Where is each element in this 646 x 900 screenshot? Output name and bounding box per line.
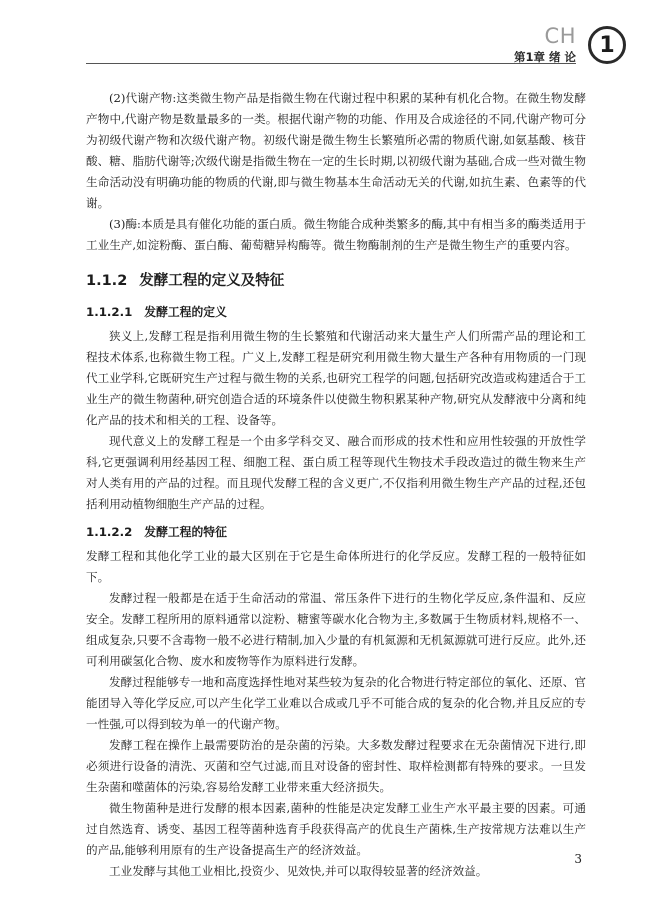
chapter-title: 第1章 绪 论 [513, 50, 576, 64]
section-title: 发酵工程的定义及特征 [139, 273, 285, 289]
page-number: 3 [574, 852, 582, 866]
section-number: 1.1.2 [86, 273, 128, 289]
chapter-number-badge: 1 [588, 26, 626, 64]
paragraph-definition-narrow-broad: 狭义上,发酵工程是指利用微生物的生长繁殖和代谢活动来大量生产人们所需产品的理论和工程技术体系,也称微生物工程。广义上,发酵工程是研究利用微生物大量生产各种有用物质的一门现代工业学科,它既研究生产过程与微生物的关系,也研究工程学的问题,包括研究改造或构建适合于工业生产的微生物菌种,研究创造合适的环境条件以使微生物积累某种产物,研究从发酵液中分离和纯化产品的技术和相关的工程、设备等。 [86, 329, 586, 427]
subsection-number: 1.1.2.2 [86, 525, 133, 539]
paragraph-feature-conditions: 发酵过程一般都是在适于生命活动的常温、常压条件下进行的生物化学反应,条件温和、反应安全。发酵工程所用的原料通常以淀粉、糖蜜等碳水化合物为主,多数属于生物质材料,规格不一、组成复杂,只要不含毒物一般不必进行精制,加入少量的有机氮源和无机氮源就可进行反应。此外,还可利用碳氢化合物、废水和废物等作为原料进行发酵。 [86, 591, 586, 668]
paragraph-definition-modern: 现代意义上的发酵工程是一个由多学科交叉、融合而形成的技术性和应用性较强的开放性学科,它更强调利用经基因工程、细胞工程、蛋白质工程等现代生物技术手段改造过的微生物来生产对人类有用的产品的过程。而且现代发酵工程的含义更广,不仅指利用微生物生产产品的过程,还包括利用动植物细胞生产产品的过程。 [86, 434, 586, 511]
paragraph-enzyme: (3)酶:本质是具有催化功能的蛋白质。微生物能合成种类繁多的酶,其中有相当多的酶类适用于工业生产,如淀粉酶、蛋白酶、葡萄糖异构酶等。微生物酶制剂的生产是微生物生产的重要内容。 [86, 217, 586, 252]
paragraph-feature-strains: 微生物菌种是进行发酵的根本因素,菌种的性能是决定发酵工业生产水平最主要的因素。可通过自然选育、诱变、基因工程等菌种选育手段获得高产的优良生产菌株,生产按常规方法难以生产的产品,能够利用原有的生产设备提高生产的经济效益。 [86, 801, 586, 857]
subsection-heading-features [86, 522, 586, 542]
subsection-title: 发酵工程的特征 [144, 525, 227, 539]
ch-label: CH [544, 24, 576, 48]
subsection-number: 1.1.2.1 [86, 305, 133, 319]
page-header [426, 14, 626, 64]
paragraph-feature-economics: 工业发酵与其他工业相比,投资少、见效快,并可以取得较显著的经济效益。 [109, 864, 488, 878]
paragraph-metabolite: (2)代谢产物:这类微生物产品是指微生物在代谢过程中积累的某种有机化合物。在微生物发酵产物中,代谢产物是数量最多的一类。根据代谢产物的功能、作用及合成途径的不同,代谢产物可分为初级代谢产物和次级代谢产物。初级代谢是微生物生长繁殖所必需的物质代谢,如氨基酸、核苷酸、糖、脂肪代谢等;次级代谢是指微生物在一定的生长时期,以初级代谢为基础,合成一些对微生物生命活动没有明确功能的物质的代谢,即与微生物基本生命活动无关的代谢,如抗生素、色素等的代谢。 [86, 91, 586, 210]
subsection-title: 发酵工程的定义 [144, 305, 227, 319]
paragraph-feature-selectivity: 发酵过程能够专一地和高度选择性地对某些较为复杂的化合物进行特定部位的氧化、还原、官能团导入等化学反应,可以产生化学工业难以合成或几乎不可能合成的复杂的化合物,并且反应的专一性强,可以得到较为单一的代谢产物。 [86, 675, 586, 731]
header-divider [86, 63, 576, 64]
section-heading [86, 270, 586, 292]
paragraph-feature-contamination: 发酵工程在操作上最需要防治的是杂菌的污染。大多数发酵过程要求在无杂菌情况下进行,即必须进行设备的清洗、灭菌和空气过滤,而且对设备的密封性、取样检测都有特殊的要求。一旦发生杂菌和噬菌体的污染,容易给发酵工业带来重大经济损失。 [86, 738, 586, 794]
paragraph-features-intro: 发酵工程和其他化学工业的最大区别在于它是生命体所进行的化学反应。发酵工程的一般特征如下。 [86, 549, 586, 584]
page-body [86, 88, 586, 882]
subsection-heading-definition [86, 302, 586, 322]
